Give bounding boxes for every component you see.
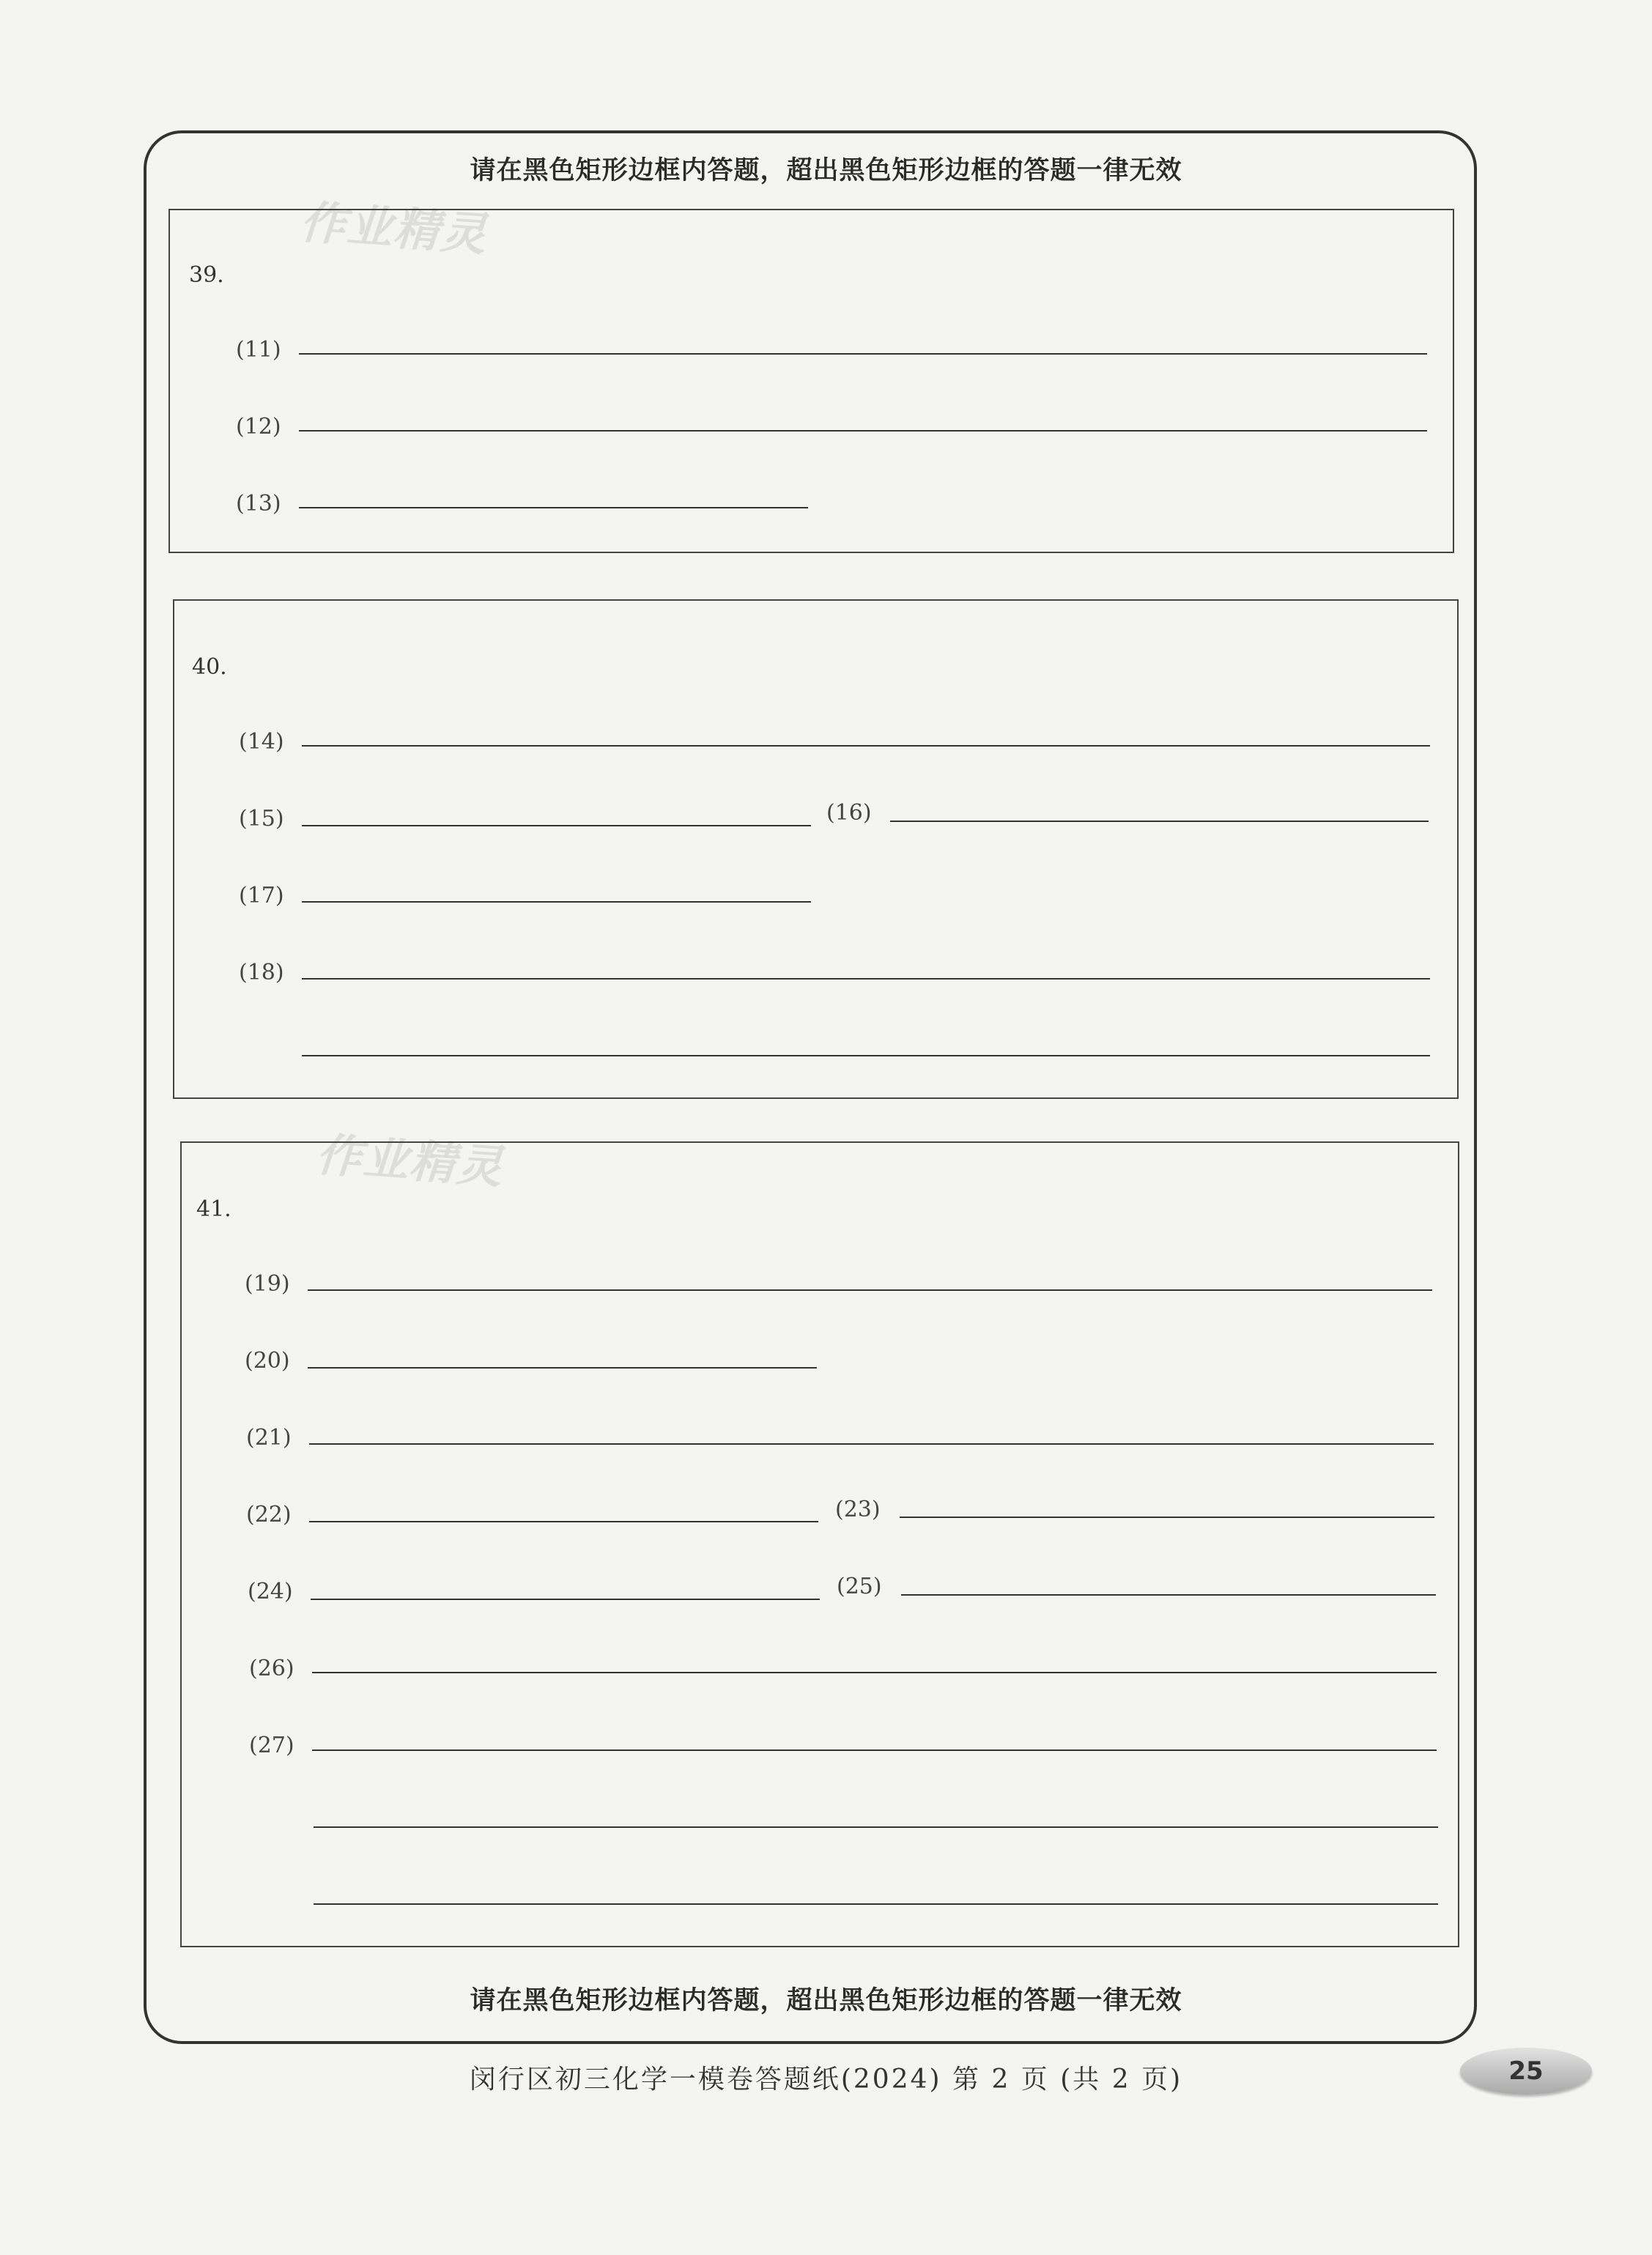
blank-23-label: (23) bbox=[835, 1497, 881, 1522]
blank-25-line[interactable] bbox=[901, 1594, 1436, 1596]
question-40-box bbox=[173, 599, 1459, 1099]
blank-24-label: (24) bbox=[248, 1579, 293, 1604]
blank-18-line[interactable] bbox=[302, 978, 1430, 980]
blank-13-line[interactable] bbox=[299, 507, 808, 508]
blank-21-line[interactable] bbox=[309, 1443, 1434, 1445]
notice-top: 请在黑色矩形边框内答题，超出黑色矩形边框的答题一律无效 bbox=[470, 156, 1182, 185]
blank-13-label: (13) bbox=[236, 491, 281, 516]
question-39-box bbox=[168, 209, 1454, 553]
blank-18-label: (18) bbox=[239, 960, 284, 985]
blank-23-line[interactable] bbox=[900, 1517, 1434, 1518]
blank-11-line[interactable] bbox=[299, 353, 1427, 355]
watermark-top: 作业精灵 bbox=[298, 195, 489, 262]
footer-title: 闵行区初三化学一模卷答题纸(2024) 第 2 页 (共 2 页) bbox=[469, 2065, 1183, 2095]
blank-20-line[interactable] bbox=[308, 1367, 817, 1369]
watermark-middle: 作业精灵 bbox=[314, 1128, 505, 1194]
blank-24-line[interactable] bbox=[311, 1599, 820, 1600]
question-40-number: 40. bbox=[192, 654, 227, 680]
blank-27-line-3[interactable] bbox=[314, 1903, 1438, 1905]
blank-15-label: (15) bbox=[239, 806, 284, 832]
blank-22-line[interactable] bbox=[309, 1521, 818, 1522]
blank-18-line-2[interactable] bbox=[302, 1055, 1430, 1056]
blank-12-label: (12) bbox=[236, 414, 281, 440]
blank-20-label: (20) bbox=[245, 1348, 290, 1374]
blank-15-line[interactable] bbox=[302, 825, 811, 826]
blank-22-label: (22) bbox=[246, 1502, 292, 1528]
blank-17-label: (17) bbox=[239, 883, 284, 908]
blank-19-line[interactable] bbox=[308, 1289, 1432, 1291]
blank-17-line[interactable] bbox=[302, 901, 811, 903]
page-number-badge: 25 bbox=[1460, 2048, 1592, 2095]
blank-25-label: (25) bbox=[837, 1574, 882, 1599]
blank-21-label: (21) bbox=[246, 1425, 292, 1451]
notice-bottom: 请在黑色矩形边框内答题，超出黑色矩形边框的答题一律无效 bbox=[470, 1986, 1182, 2015]
blank-27-line[interactable] bbox=[312, 1749, 1437, 1751]
blank-14-line[interactable] bbox=[302, 745, 1430, 747]
question-39-number: 39. bbox=[189, 262, 224, 288]
blank-14-label: (14) bbox=[239, 729, 284, 755]
blank-19-label: (19) bbox=[245, 1271, 290, 1297]
blank-27-line-2[interactable] bbox=[314, 1826, 1438, 1828]
blank-27-label: (27) bbox=[249, 1733, 295, 1758]
blank-16-line[interactable] bbox=[890, 821, 1429, 822]
blank-16-label: (16) bbox=[826, 800, 872, 826]
blank-26-label: (26) bbox=[249, 1656, 295, 1681]
question-41-number: 41. bbox=[196, 1196, 231, 1222]
blank-12-line[interactable] bbox=[299, 430, 1427, 432]
blank-11-label: (11) bbox=[236, 337, 281, 363]
blank-26-line[interactable] bbox=[312, 1672, 1437, 1673]
